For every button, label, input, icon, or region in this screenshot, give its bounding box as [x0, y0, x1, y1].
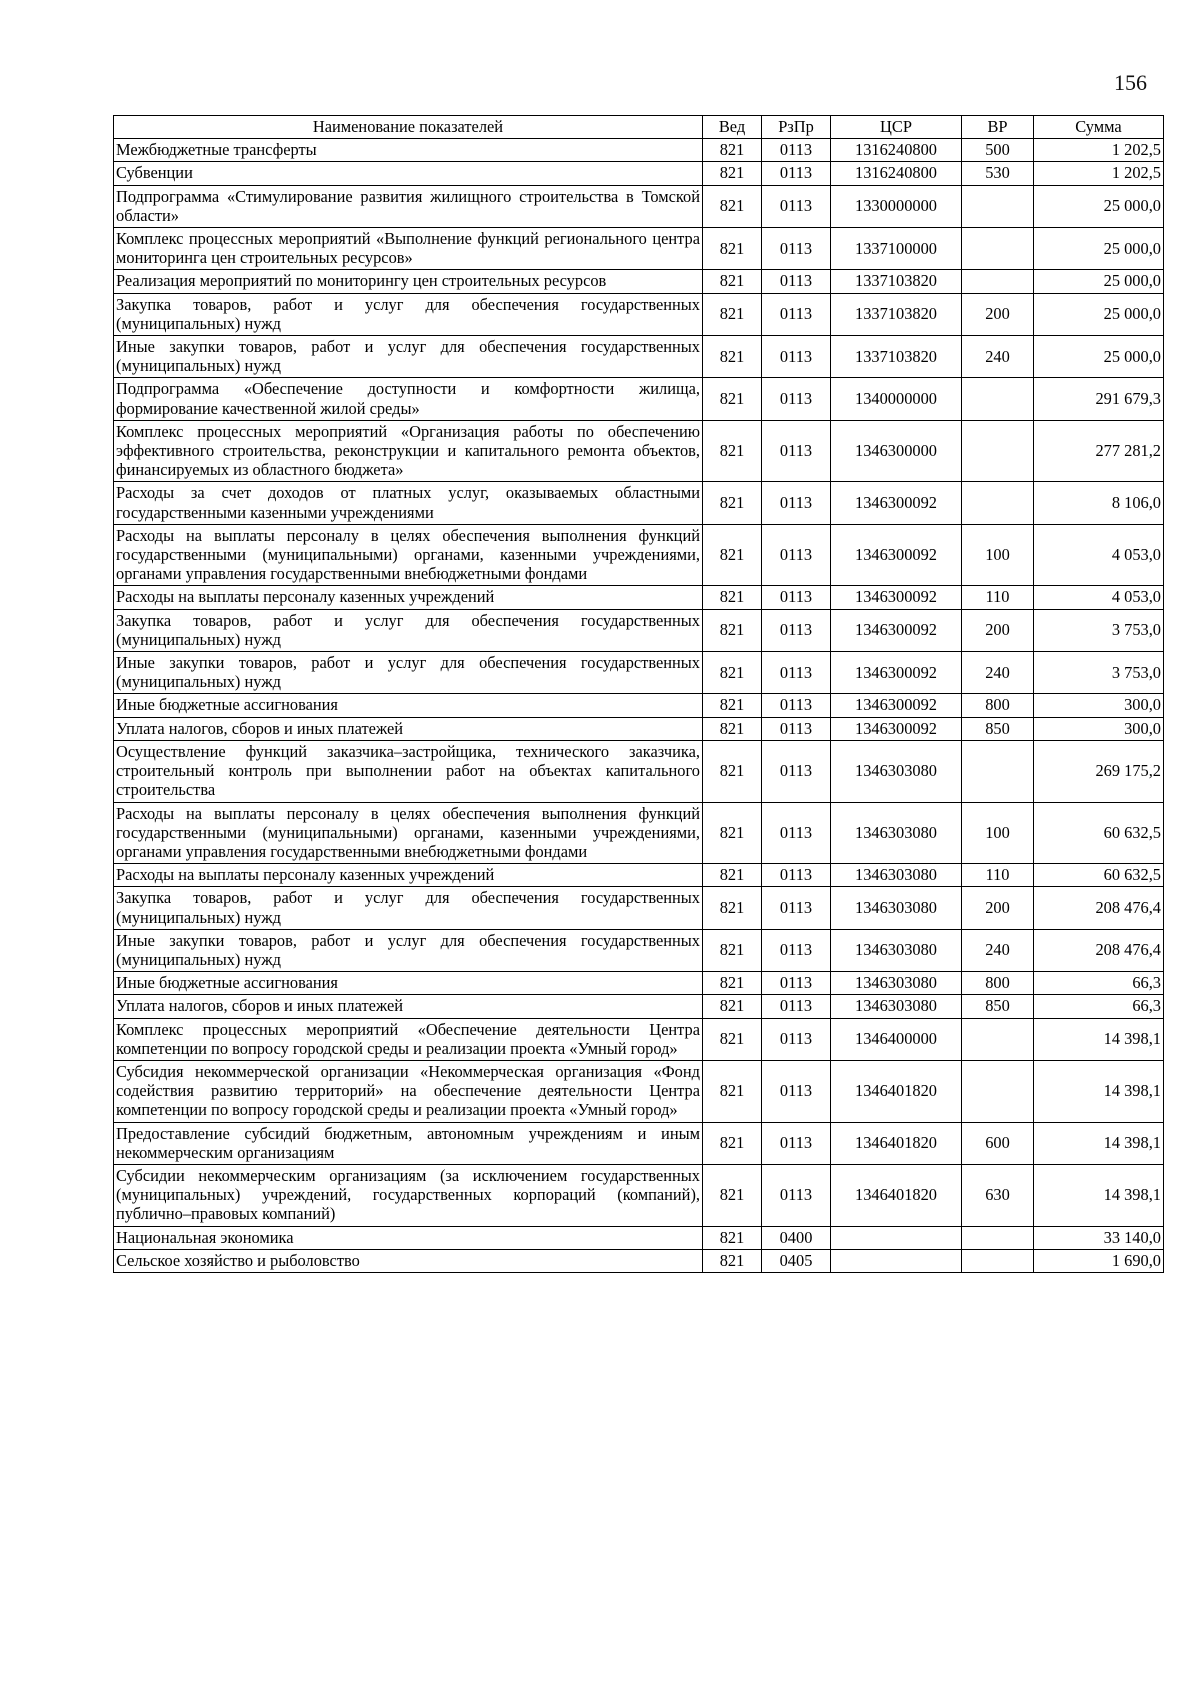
- table-row: [114, 1018, 1164, 1060]
- cell-name: Национальная экономика: [114, 1226, 703, 1249]
- header-vr: ВР: [962, 116, 1034, 139]
- cell-rzpr: 0113: [762, 1018, 831, 1060]
- cell-sum: 14 398,1: [1034, 1060, 1164, 1122]
- cell-rzpr: 0113: [762, 336, 831, 378]
- cell-vr: [962, 1018, 1034, 1060]
- cell-name: Предоставление субсидий бюджетным, автономным учреждениям и иным некоммерческим организациям: [114, 1122, 703, 1164]
- cell-name: Расходы на выплаты персоналу в целях обеспечения выполнения функций государственными (муниципальными) органами, казенными учреждениями, органами управления государственными внебюджетными фондами: [114, 524, 703, 586]
- cell-vr: 240: [962, 652, 1034, 694]
- cell-rzpr: 0113: [762, 139, 831, 162]
- cell-name: Подпрограмма «Стимулирование развития жилищного строительства в Томской области»: [114, 185, 703, 227]
- cell-ved: 821: [703, 1122, 762, 1164]
- cell-rzpr: 0113: [762, 270, 831, 293]
- cell-ved: 821: [703, 972, 762, 995]
- cell-vr: 200: [962, 887, 1034, 929]
- cell-name: Подпрограмма «Обеспечение доступности и комфортности жилища, формирование качественной жилой среды»: [114, 378, 703, 420]
- cell-vr: 500: [962, 139, 1034, 162]
- cell-csr: 1346300092: [831, 717, 962, 740]
- page-number: 156: [1114, 70, 1147, 95]
- cell-sum: 33 140,0: [1034, 1226, 1164, 1249]
- cell-csr: 1316240800: [831, 162, 962, 185]
- cell-csr: [831, 1226, 962, 1249]
- cell-rzpr: 0113: [762, 185, 831, 227]
- cell-rzpr: 0113: [762, 802, 831, 864]
- cell-vr: 240: [962, 929, 1034, 971]
- cell-ved: 821: [703, 887, 762, 929]
- cell-name: Расходы за счет доходов от платных услуг, оказываемых областными государственными казенными учреждениями: [114, 482, 703, 524]
- cell-rzpr: 0113: [762, 887, 831, 929]
- table-row: [114, 482, 1164, 524]
- cell-ved: 821: [703, 586, 762, 609]
- cell-rzpr: 0113: [762, 524, 831, 586]
- cell-csr: 1346303080: [831, 995, 962, 1018]
- header-csr: ЦСР: [831, 116, 962, 139]
- cell-ved: 821: [703, 717, 762, 740]
- table-row: [114, 609, 1164, 651]
- cell-csr: [831, 1249, 962, 1272]
- cell-rzpr: 0113: [762, 609, 831, 651]
- cell-sum: 300,0: [1034, 717, 1164, 740]
- cell-sum: 1 202,5: [1034, 139, 1164, 162]
- table-row: [114, 802, 1164, 864]
- cell-sum: 25 000,0: [1034, 336, 1164, 378]
- cell-vr: [962, 228, 1034, 270]
- cell-ved: 821: [703, 864, 762, 887]
- table-row: [114, 1060, 1164, 1122]
- cell-rzpr: 0400: [762, 1226, 831, 1249]
- cell-rzpr: 0113: [762, 162, 831, 185]
- cell-csr: 1346303080: [831, 740, 962, 802]
- table-row: [114, 929, 1164, 971]
- cell-vr: 110: [962, 864, 1034, 887]
- cell-sum: 66,3: [1034, 995, 1164, 1018]
- cell-rzpr: 0113: [762, 717, 831, 740]
- cell-vr: [962, 1226, 1034, 1249]
- table-row: [114, 887, 1164, 929]
- cell-sum: 25 000,0: [1034, 270, 1164, 293]
- cell-name: Иные бюджетные ассигнования: [114, 972, 703, 995]
- cell-vr: 850: [962, 717, 1034, 740]
- cell-name: Комплекс процессных мероприятий «Организация работы по обеспечению эффективного строительства, реконструкции и капитального ремонта объектов, финансируемых из областного бюджета»: [114, 420, 703, 482]
- cell-sum: 1 690,0: [1034, 1249, 1164, 1272]
- cell-ved: 821: [703, 929, 762, 971]
- cell-vr: 100: [962, 524, 1034, 586]
- cell-vr: [962, 185, 1034, 227]
- cell-csr: 1337103820: [831, 270, 962, 293]
- cell-sum: 60 632,5: [1034, 802, 1164, 864]
- cell-csr: 1346300092: [831, 652, 962, 694]
- cell-name: Субвенции: [114, 162, 703, 185]
- cell-name: Сельское хозяйство и рыболовство: [114, 1249, 703, 1272]
- cell-name: Расходы на выплаты персоналу казенных учреждений: [114, 864, 703, 887]
- cell-csr: 1346300092: [831, 609, 962, 651]
- cell-csr: 1337100000: [831, 228, 962, 270]
- cell-vr: 200: [962, 293, 1034, 335]
- cell-vr: [962, 740, 1034, 802]
- cell-name: Расходы на выплаты персоналу казенных учреждений: [114, 586, 703, 609]
- cell-name: Субсидия некоммерческой организации «Некоммерческая организация «Фонд содействия развитию территорий» на обеспечение деятельности Центра компетенции по вопросу городской среды и реализации проекта «Умный город»: [114, 1060, 703, 1122]
- cell-ved: 821: [703, 1164, 762, 1226]
- cell-sum: 291 679,3: [1034, 378, 1164, 420]
- header-rzpr: РзПр: [762, 116, 831, 139]
- table-row: [114, 139, 1164, 162]
- cell-vr: 200: [962, 609, 1034, 651]
- cell-rzpr: 0113: [762, 740, 831, 802]
- cell-name: Комплекс процессных мероприятий «Выполнение функций регионального центра мониторинга цен строительных ресурсов»: [114, 228, 703, 270]
- cell-sum: 208 476,4: [1034, 929, 1164, 971]
- table-row: [114, 185, 1164, 227]
- table-body: [114, 139, 1164, 1273]
- table-row: [114, 995, 1164, 1018]
- cell-ved: 821: [703, 1018, 762, 1060]
- cell-name: Уплата налогов, сборов и иных платежей: [114, 995, 703, 1018]
- cell-ved: 821: [703, 694, 762, 717]
- cell-rzpr: 0113: [762, 482, 831, 524]
- cell-csr: 1337103820: [831, 293, 962, 335]
- cell-rzpr: 0405: [762, 1249, 831, 1272]
- table-row: [114, 524, 1164, 586]
- cell-csr: 1316240800: [831, 139, 962, 162]
- cell-csr: 1346300000: [831, 420, 962, 482]
- cell-sum: 25 000,0: [1034, 228, 1164, 270]
- cell-ved: 821: [703, 609, 762, 651]
- cell-vr: 240: [962, 336, 1034, 378]
- cell-csr: 1340000000: [831, 378, 962, 420]
- cell-name: Иные закупки товаров, работ и услуг для обеспечения государственных (муниципальных) нужд: [114, 652, 703, 694]
- table-row: [114, 228, 1164, 270]
- cell-vr: 850: [962, 995, 1034, 1018]
- header-ved: Вед: [703, 116, 762, 139]
- cell-sum: 3 753,0: [1034, 609, 1164, 651]
- cell-ved: 821: [703, 1060, 762, 1122]
- cell-csr: 1346400000: [831, 1018, 962, 1060]
- cell-csr: 1346401820: [831, 1122, 962, 1164]
- cell-sum: 1 202,5: [1034, 162, 1164, 185]
- cell-name: Иные закупки товаров, работ и услуг для обеспечения государственных (муниципальных) нужд: [114, 336, 703, 378]
- cell-rzpr: 0113: [762, 420, 831, 482]
- cell-csr: 1346303080: [831, 887, 962, 929]
- cell-ved: 821: [703, 293, 762, 335]
- cell-sum: 4 053,0: [1034, 586, 1164, 609]
- cell-rzpr: 0113: [762, 228, 831, 270]
- cell-name: Реализация мероприятий по мониторингу цен строительных ресурсов: [114, 270, 703, 293]
- cell-csr: 1346303080: [831, 864, 962, 887]
- header-sum: Сумма: [1034, 116, 1164, 139]
- table-row: [114, 293, 1164, 335]
- cell-vr: [962, 1249, 1034, 1272]
- cell-ved: 821: [703, 995, 762, 1018]
- cell-ved: 821: [703, 228, 762, 270]
- cell-name: Иные закупки товаров, работ и услуг для обеспечения государственных (муниципальных) нужд: [114, 929, 703, 971]
- cell-sum: 14 398,1: [1034, 1122, 1164, 1164]
- cell-ved: 821: [703, 139, 762, 162]
- cell-vr: 110: [962, 586, 1034, 609]
- table-row: [114, 270, 1164, 293]
- cell-rzpr: 0113: [762, 864, 831, 887]
- cell-sum: 208 476,4: [1034, 887, 1164, 929]
- header-name: Наименование показателей: [114, 116, 703, 139]
- cell-sum: 66,3: [1034, 972, 1164, 995]
- cell-rzpr: 0113: [762, 972, 831, 995]
- table-row: [114, 864, 1164, 887]
- cell-vr: [962, 482, 1034, 524]
- cell-name: Субсидии некоммерческим организациям (за исключением государственных (муниципальных) учреждений, государственных корпораций (компаний), публично–правовых компаний): [114, 1164, 703, 1226]
- cell-ved: 821: [703, 378, 762, 420]
- cell-ved: 821: [703, 270, 762, 293]
- cell-vr: [962, 378, 1034, 420]
- cell-ved: 821: [703, 185, 762, 227]
- table-row: [114, 586, 1164, 609]
- cell-ved: 821: [703, 652, 762, 694]
- cell-csr: 1346303080: [831, 929, 962, 971]
- cell-csr: 1346401820: [831, 1060, 962, 1122]
- cell-rzpr: 0113: [762, 1122, 831, 1164]
- cell-rzpr: 0113: [762, 995, 831, 1018]
- cell-ved: 821: [703, 740, 762, 802]
- cell-sum: 14 398,1: [1034, 1018, 1164, 1060]
- cell-csr: 1346300092: [831, 524, 962, 586]
- cell-rzpr: 0113: [762, 652, 831, 694]
- cell-vr: [962, 420, 1034, 482]
- cell-ved: 821: [703, 524, 762, 586]
- cell-ved: 821: [703, 482, 762, 524]
- table-row: [114, 378, 1164, 420]
- table-row: [114, 1122, 1164, 1164]
- cell-ved: 821: [703, 420, 762, 482]
- cell-name: Закупка товаров, работ и услуг для обеспечения государственных (муниципальных) нужд: [114, 609, 703, 651]
- cell-rzpr: 0113: [762, 929, 831, 971]
- cell-csr: 1346303080: [831, 972, 962, 995]
- table-row: [114, 652, 1164, 694]
- cell-vr: 800: [962, 694, 1034, 717]
- table-header-row: [114, 116, 1164, 139]
- table-row: [114, 740, 1164, 802]
- cell-csr: 1346303080: [831, 802, 962, 864]
- budget-table: [113, 115, 1164, 1273]
- cell-rzpr: 0113: [762, 293, 831, 335]
- cell-sum: 300,0: [1034, 694, 1164, 717]
- cell-sum: 4 053,0: [1034, 524, 1164, 586]
- cell-sum: 14 398,1: [1034, 1164, 1164, 1226]
- cell-csr: 1346300092: [831, 482, 962, 524]
- cell-vr: [962, 1060, 1034, 1122]
- table-row: [114, 1249, 1164, 1272]
- cell-rzpr: 0113: [762, 1060, 831, 1122]
- cell-sum: 25 000,0: [1034, 293, 1164, 335]
- cell-name: Закупка товаров, работ и услуг для обеспечения государственных (муниципальных) нужд: [114, 293, 703, 335]
- cell-csr: 1346300092: [831, 586, 962, 609]
- cell-vr: 100: [962, 802, 1034, 864]
- cell-sum: 269 175,2: [1034, 740, 1164, 802]
- table-row: [114, 420, 1164, 482]
- cell-ved: 821: [703, 802, 762, 864]
- cell-sum: 60 632,5: [1034, 864, 1164, 887]
- cell-name: Закупка товаров, работ и услуг для обеспечения государственных (муниципальных) нужд: [114, 887, 703, 929]
- cell-ved: 821: [703, 162, 762, 185]
- cell-sum: 8 106,0: [1034, 482, 1164, 524]
- cell-ved: 821: [703, 1249, 762, 1272]
- cell-rzpr: 0113: [762, 1164, 831, 1226]
- cell-ved: 821: [703, 1226, 762, 1249]
- cell-rzpr: 0113: [762, 378, 831, 420]
- cell-rzpr: 0113: [762, 586, 831, 609]
- cell-vr: [962, 270, 1034, 293]
- cell-name: Уплата налогов, сборов и иных платежей: [114, 717, 703, 740]
- cell-sum: 3 753,0: [1034, 652, 1164, 694]
- cell-vr: 630: [962, 1164, 1034, 1226]
- cell-name: Расходы на выплаты персоналу в целях обеспечения выполнения функций государственными (муниципальными) органами, казенными учреждениями, органами управления государственными внебюджетными фондами: [114, 802, 703, 864]
- cell-vr: 530: [962, 162, 1034, 185]
- table-row: [114, 717, 1164, 740]
- cell-csr: 1330000000: [831, 185, 962, 227]
- table-row: [114, 336, 1164, 378]
- cell-csr: 1346300092: [831, 694, 962, 717]
- cell-csr: 1337103820: [831, 336, 962, 378]
- cell-sum: 277 281,2: [1034, 420, 1164, 482]
- cell-name: Комплекс процессных мероприятий «Обеспечение деятельности Центра компетенции по вопросу городской среды и реализации проекта «Умный город»: [114, 1018, 703, 1060]
- cell-vr: 600: [962, 1122, 1034, 1164]
- table-row: [114, 162, 1164, 185]
- cell-csr: 1346401820: [831, 1164, 962, 1226]
- cell-sum: 25 000,0: [1034, 185, 1164, 227]
- cell-rzpr: 0113: [762, 694, 831, 717]
- cell-name: Межбюджетные трансферты: [114, 139, 703, 162]
- cell-name: Иные бюджетные ассигнования: [114, 694, 703, 717]
- table-row: [114, 1164, 1164, 1226]
- cell-name: Осуществление функций заказчика–застройщика, технического заказчика, строительный контроль при выполнении работ на объектах капитального строительства: [114, 740, 703, 802]
- cell-vr: 800: [962, 972, 1034, 995]
- table-row: [114, 694, 1164, 717]
- cell-ved: 821: [703, 336, 762, 378]
- table-row: [114, 1226, 1164, 1249]
- table-row: [114, 972, 1164, 995]
